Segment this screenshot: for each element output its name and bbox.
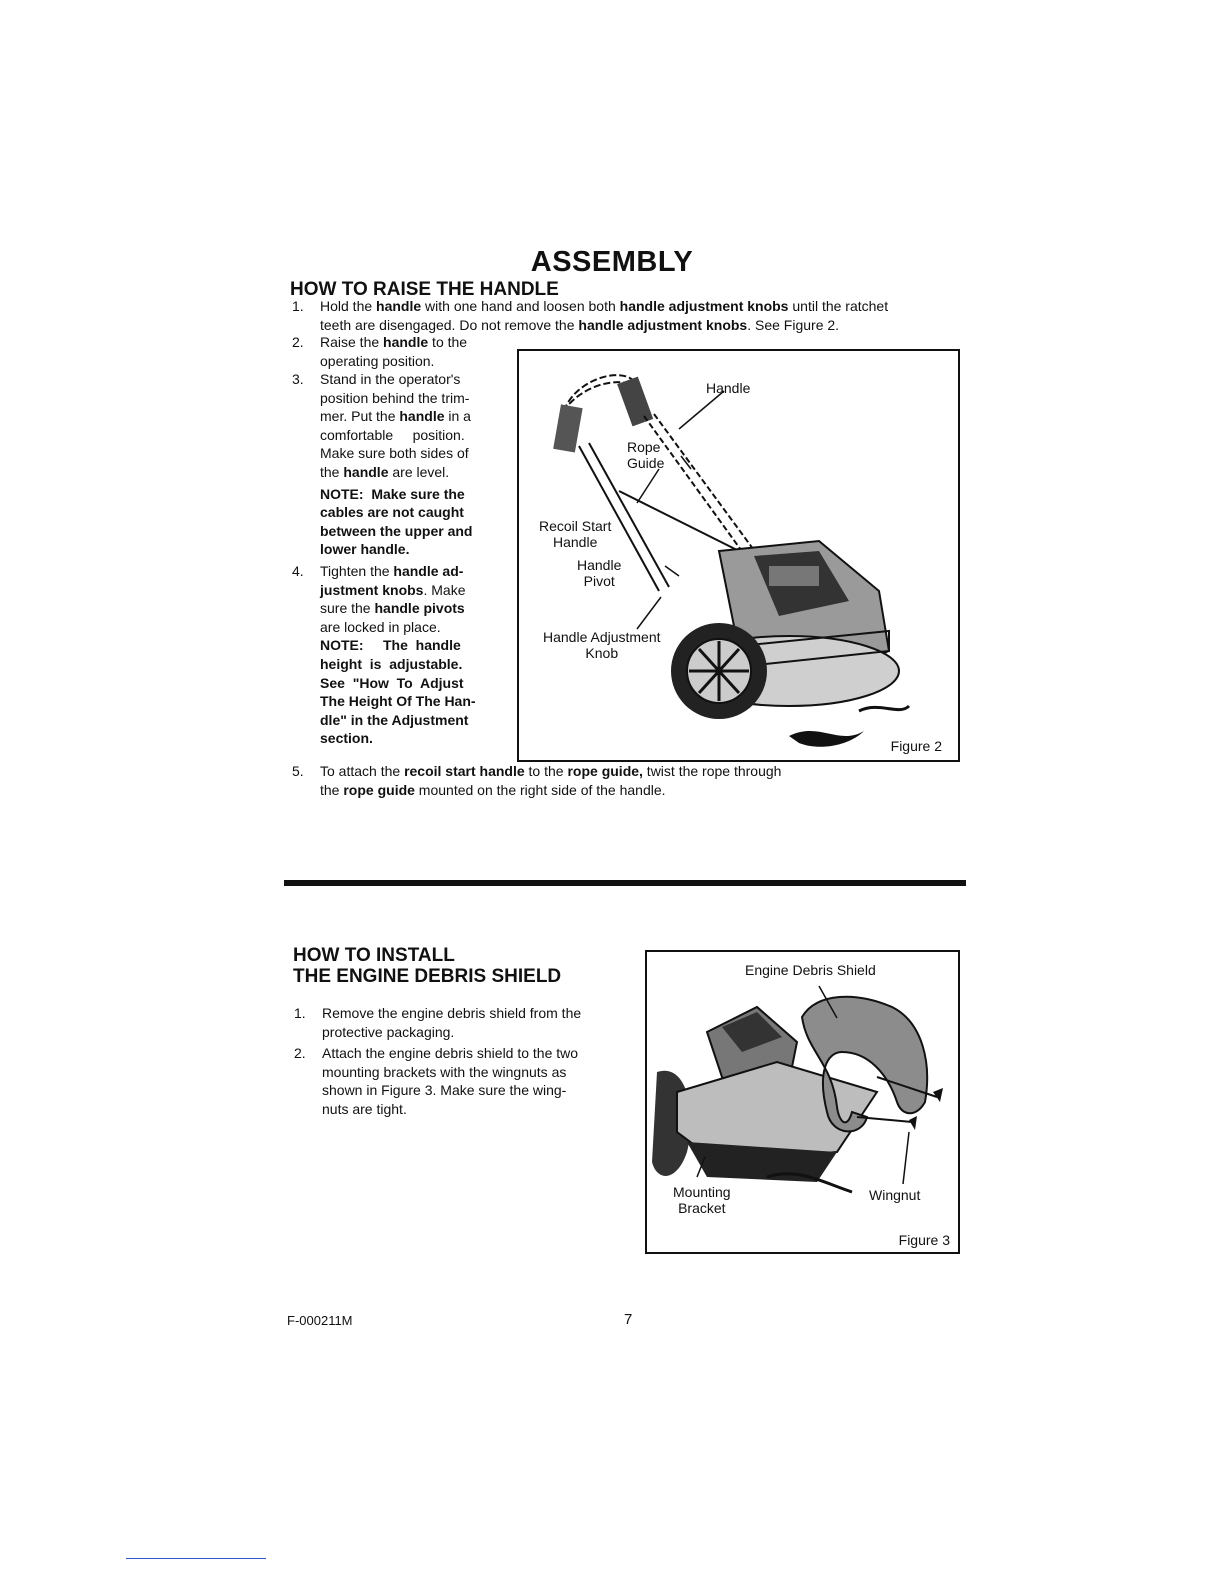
step-number: 3.: [292, 371, 304, 387]
label-wingnut: Wingnut: [869, 1187, 921, 1203]
label-engine-debris-shield: Engine Debris Shield: [745, 962, 876, 978]
step-2: 2. Raise the handle to the operating position.: [292, 334, 468, 369]
label-handle-adjustment-knob: Handle Adjustment Knob: [543, 629, 661, 661]
label-handle-pivot: Handle Pivot: [577, 557, 622, 589]
step-number: 2.: [294, 1045, 306, 1061]
footer-link-underline: [126, 1558, 266, 1559]
step-number: 1.: [294, 1005, 306, 1021]
section-divider: [284, 880, 966, 886]
note-handle-height: NOTE: The handle height is adjustable. See "How To Adjust The Height Of The Han- dle" in the Adjustment section.: [320, 637, 476, 747]
shield-step-1: 1. Remove the engine debris shield from the protective packaging.: [294, 1005, 582, 1040]
label-recoil-start-handle: Recoil Start Handle: [539, 518, 612, 550]
figure-2: [517, 349, 960, 762]
note-cables: NOTE: Make sure the cables are not caught between the upper and lower handle.: [320, 485, 473, 558]
figure-3-caption: Figure 3: [898, 1232, 950, 1248]
step-number: 5.: [292, 763, 304, 779]
document-code: F-000211M: [287, 1313, 353, 1328]
step-3: 3. Stand in the operator's position behind the trim- mer. Put the handle in a comfortable position. Make sure both sides of the handle are level. NOTE: Make sure the cables are not caught between the upper and lower handle.: [320, 370, 510, 559]
section-heading-debris-shield: HOW TO INSTALL THE ENGINE DEBRIS SHIELD: [293, 945, 562, 987]
section-heading-raise-handle: HOW TO RAISE THE HANDLE: [290, 279, 559, 300]
label-mounting-bracket: Mounting Bracket: [673, 1184, 731, 1216]
figure-3: [645, 950, 960, 1254]
step-number: 1.: [292, 298, 304, 314]
figure-2-caption: Figure 2: [890, 738, 942, 754]
step-1: 1. Hold the handle with one hand and loosen both handle adjustment knobs until the ratchet teeth are disengaged. Do not remove the handle adjustment knobs. See Figure 2.: [292, 298, 889, 333]
page-number: 7: [624, 1311, 633, 1328]
step-5: 5. To attach the recoil start handle to the rope guide, twist the rope through the rope guide mounted on the right side of the handle.: [292, 763, 782, 798]
step-4: 4. Tighten the handle ad- justment knobs. Make sure the handle pivots are locked in place. NOTE: The handle height is adjustable. See "How To Adjust The Height Of The Han- dle" in the Adjustment section.: [320, 562, 510, 748]
label-rope-guide: Rope Guide: [627, 439, 665, 471]
shield-step-2: 2. Attach the engine debris shield to the two mounting brackets with the wingnuts as shown in Figure 3. Make sure the wing- nuts are tight.: [294, 1045, 579, 1117]
step-number: 4.: [292, 563, 304, 579]
label-handle: Handle: [706, 380, 751, 396]
page-title: ASSEMBLY: [530, 246, 694, 278]
step-number: 2.: [292, 334, 304, 350]
